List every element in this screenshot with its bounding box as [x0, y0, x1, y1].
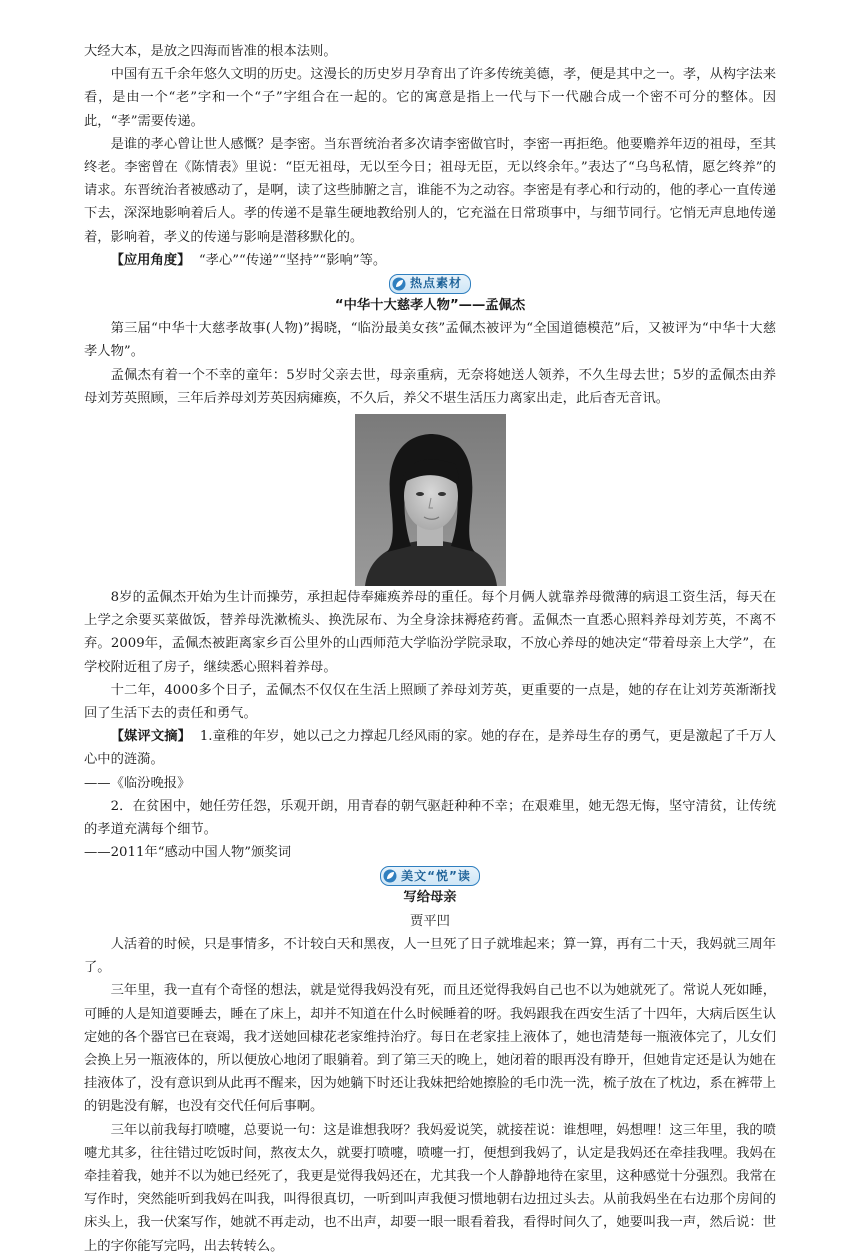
application-angle-text: “孝心”“传递”“坚持”“影响”等。	[198, 252, 387, 268]
intro-paragraph-0: 大经大本，是放之四海而皆准的根本法则。	[84, 44, 337, 59]
media-review-1	[84, 725, 776, 771]
essay-paragraph-1: 人活着的时候，只是事情多，不计较白天和黑夜，人一旦死了日子就堆起来；算一算，再有二十天，我妈就三周年了。	[84, 936, 776, 976]
media-review-1-text: 1.童稚的年岁，她以己之力撑起几经风雨的家。她的存在，是养母生存的勇气，更是激起了千万人心中的涟漪。	[84, 729, 777, 768]
hot-paragraph-2: 孟佩杰有着一个不幸的童年：5岁时父亲去世，母亲重病，无奈将她送人领养，不久生母去世；5岁的孟佩杰由养母刘芳英照顾，三年后养母刘芳英因病瘫痪，不久后，养父不堪生活压力离家出走，此后杳无音讯。	[84, 367, 776, 406]
media-review-label: 【媒评文摘】	[110, 729, 192, 745]
portrait-photo-frame	[84, 414, 776, 586]
hot-material-banner-label: 热点素材	[409, 276, 462, 291]
intro-paragraph-2: 是谁的孝心曾让世人感慨？是李密。当东晋统治者多次请李密做官时，李密一再拒绝。他要赡养年迈的祖母，至其终老。李密曾在《陈情表》里说：“臣无祖母，无以至今日；祖母无臣，无以终余年。”表达了“乌鸟私情，愿乞终养”的请求。东晋统治者被感动了，是啊，读了这些肺腑之言，谁能不为之动容。李密是有孝心和行动的，他的孝心一直传递下去，深深地影响着后人。孝的传递不是靠生硬地教给别人的，它充溢在日常琐事中，与细节同行。它悄无声息地传递着，影响着，孝义的传递与影响是潜移默化的。	[84, 136, 776, 245]
document-page	[84, 40, 776, 1258]
media-review-2: 2．在贫困中，她任劳任怨，乐观开朗，用青春的朝气驱赶种种不幸；在艰难里，她无怨无悔，坚守清贫，让传统的孝道充满每个细节。	[84, 798, 776, 838]
essay-reading-banner	[84, 866, 776, 886]
essay-reading-banner-label: 美文“悦”读	[401, 868, 471, 883]
essay-paragraph-3: 三年以前我每打喷嚏，总要说一句：这是谁想我呀？我妈爱说笑，就接茬说：谁想哩，妈想哩！这三年里，我的喷嚏尤其多，往往错过吃饭时间，熬夜太久，就要打喷嚏，喷嚏一打，便想到我妈了，认定是我妈还在牵挂我哩。我妈在牵挂着我，她并不以为她已经死了，我更是觉得我妈还在，尤其我一个人静静地待在家里，这种感觉十分强烈。我常在写作时，突然能听到我妈在叫我，叫得很真切，一听到叫声我便习惯地朝右边扭过头去。从前我妈坐在右边那个房间的床头上，我一伏案写作，她就不再走动，也不出声，却要一眼一眼看着我，看得时间久了，她要叫我一声，然后说：世上的字你能写完吗，出去转转么。	[84, 1122, 776, 1254]
essay-author: 贾平凹	[410, 913, 450, 929]
media-review-2-source: ——2011年“感动中国人物”颁奖词	[84, 845, 291, 861]
hot-material-title: “中华十大慈孝人物”——孟佩杰	[334, 298, 526, 314]
hot-paragraph-1: 第三届“中华十大慈孝故事(人物)”揭晓，“临汾最美女孩”孟佩杰被评为“全国道德模范”后，又被评为“中华十大慈孝人物”。	[84, 321, 776, 360]
leaf-icon	[392, 277, 406, 291]
media-review-1-source: ——《临汾晚报》	[84, 775, 191, 791]
essay-paragraph-2: 三年里，我一直有个奇怪的想法，就是觉得我妈没有死，而且还觉得我妈自己也不以为她就死了。常说人死如睡，可睡的人是知道要睡去，睡在了床上，却并不知道在什么时候睡着的呀。我妈跟我在西安生活了十四年，大病后医生认定她的各个器官已在衰竭，我才送她回棣花老家维持治疗。每日在老家挂上液体了，她也清楚每一瓶液体完了，儿女们会换上另一瓶液体的，所以便放心地闭了眼躺着。到了第三天的晚上，她闭着的眼再没有睁开，但她肯定还是认为她在挂液体了，没有意识到从此再不醒来，因为她躺下时还让我妹把给她擦脸的毛巾洗一洗，梳子放在了枕边，系在裤带上的钥匙没有解，也没有交代任何后事啊。	[84, 983, 776, 1115]
hot-paragraph-4: 十二年，4000多个日子，孟佩杰不仅仅在生活上照顾了养母刘芳英，更重要的一点是，她的存在让刘芳英渐渐找回了生活下去的责任和勇气。	[84, 682, 776, 722]
hot-material-banner	[84, 274, 776, 294]
portrait-photo	[355, 414, 506, 586]
application-angle-label: 【应用角度】	[110, 252, 191, 268]
application-angle	[84, 249, 776, 272]
essay-title: 写给母亲	[403, 890, 457, 906]
hot-paragraph-3: 8岁的孟佩杰开始为生计而操劳，承担起侍奉瘫痪养母的重任。每个月俩人就靠养母微薄的病退工资生活，每天在上学之余要买菜做饭，替养母洗漱梳头、换洗尿布、为全身涂抹褥疮药膏。孟佩杰一直悉心照料养母刘芳英，不离不弃。2009年，孟佩杰被距离家乡百公里外的山西师范大学临汾学院录取，不放心养母的她决定“带着母亲上大学”，在学校附近租了房子，继续悉心照料着养母。	[84, 590, 776, 675]
intro-paragraph-1: 中国有五千余年悠久文明的历史。这漫长的历史岁月孕育出了许多传统美德，孝，便是其中之一。孝，从构字法来看，是由一个“老”字和一个“子”字组合在一起的。它的寓意是指上一代与下一代融合成一个密不可分的整体。因此，“孝”需要传递。	[84, 67, 776, 129]
leaf-icon	[383, 869, 397, 883]
